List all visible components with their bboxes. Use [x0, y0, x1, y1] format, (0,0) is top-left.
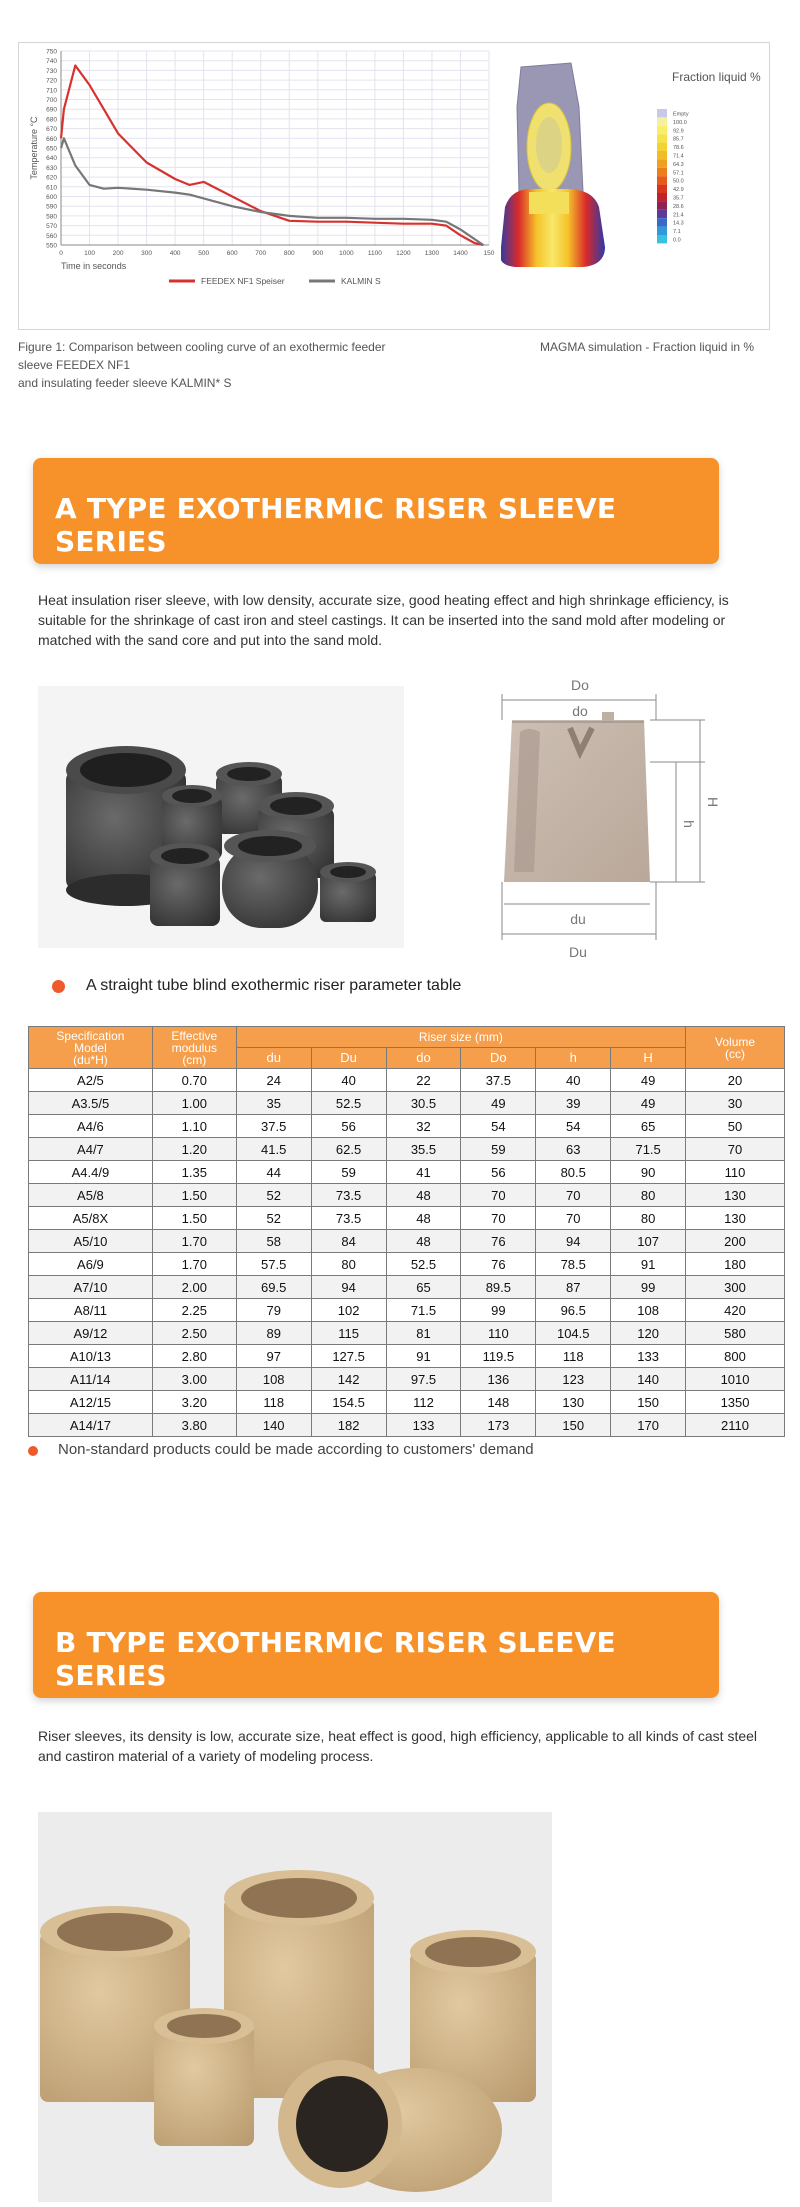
table-cell: 110	[461, 1322, 536, 1345]
table-cell: 97	[236, 1345, 311, 1368]
table-row	[29, 1414, 785, 1437]
table-row	[29, 1368, 785, 1391]
x-axis-label: Time in seconds	[61, 261, 127, 271]
table-cell: 133	[386, 1414, 461, 1437]
scale-label: 92.9	[673, 128, 684, 135]
table-cell: 71.5	[386, 1299, 461, 1322]
subheader-Du: Du	[311, 1048, 386, 1069]
table-cell: 150	[536, 1414, 611, 1437]
table-cell: 70	[461, 1184, 536, 1207]
subheader-Do: Do	[461, 1048, 536, 1069]
scale-label: 85.7	[673, 136, 684, 143]
table-cell: 420	[686, 1299, 785, 1322]
table-cell: 48	[386, 1184, 461, 1207]
table-cell: 120	[611, 1322, 686, 1345]
table-cell: 37.5	[461, 1069, 536, 1092]
table-cell: 1350	[686, 1391, 785, 1414]
b-type-sleeves-photo	[38, 1812, 552, 2202]
table-cell: 73.5	[311, 1207, 386, 1230]
table-cell: A5/10	[29, 1230, 153, 1253]
table-cell: 1.35	[152, 1161, 236, 1184]
figure-1	[18, 42, 770, 330]
x-tick-label: 1100	[367, 250, 382, 257]
table-cell: 133	[611, 1345, 686, 1368]
scale-swatch	[657, 235, 667, 243]
scale-swatch	[657, 143, 667, 151]
table-cell: 40	[311, 1069, 386, 1092]
legend-label-1: KALMIN S	[341, 276, 381, 286]
table-cell: 24	[236, 1069, 311, 1092]
table-cell: 99	[461, 1299, 536, 1322]
table-cell: 80	[611, 1184, 686, 1207]
table-cell: 22	[386, 1069, 461, 1092]
table-cell: 2.25	[152, 1299, 236, 1322]
table-cell: 65	[611, 1115, 686, 1138]
table-cell: 91	[386, 1345, 461, 1368]
table-cell: 173	[461, 1414, 536, 1437]
header-modulus: Effective modulus (cm)	[152, 1027, 236, 1069]
table-cell: 99	[611, 1276, 686, 1299]
scale-swatch	[657, 168, 667, 176]
table-row	[29, 1322, 785, 1345]
table-cell: 89	[236, 1322, 311, 1345]
table-cell: 170	[611, 1414, 686, 1437]
label-do: do	[572, 703, 588, 719]
label-H: H	[705, 796, 720, 808]
table-cell: 65	[386, 1276, 461, 1299]
table-cell: 1.10	[152, 1115, 236, 1138]
scale-label: 42.9	[673, 187, 684, 194]
cooling-curve-chart	[19, 43, 499, 293]
table-cell: 200	[686, 1230, 785, 1253]
x-tick-label: 1200	[396, 250, 411, 257]
section-b-banner	[33, 1592, 719, 1698]
scale-label: 100.0	[673, 119, 687, 126]
scale-label: 0.0	[673, 237, 681, 244]
table-cell: 118	[236, 1391, 311, 1414]
table-cell: 30.5	[386, 1092, 461, 1115]
scale-label: 14.3	[673, 220, 684, 227]
table-cell: 1.50	[152, 1184, 236, 1207]
series-line-0	[61, 66, 483, 246]
table-cell: 39	[536, 1092, 611, 1115]
table-cell: 49	[611, 1092, 686, 1115]
table-cell: 118	[536, 1345, 611, 1368]
y-tick-label: 560	[46, 232, 57, 240]
table-cell: 3.20	[152, 1391, 236, 1414]
scale-swatch	[657, 151, 667, 159]
table-cell: 76	[461, 1230, 536, 1253]
table-cell: 56	[461, 1161, 536, 1184]
table-cell: 94	[311, 1276, 386, 1299]
table-cell: 58	[236, 1230, 311, 1253]
table-title: A straight tube blind exothermic riser parameter table	[86, 977, 462, 994]
y-tick-label: 620	[46, 174, 57, 182]
y-tick-label: 710	[46, 87, 57, 95]
x-tick-label: 700	[255, 250, 267, 257]
table-cell: A6/9	[29, 1253, 153, 1276]
table-row	[29, 1115, 785, 1138]
table-cell: 70	[461, 1207, 536, 1230]
y-tick-label: 690	[46, 106, 57, 114]
table-cell: A5/8	[29, 1184, 153, 1207]
x-tick-label: 100	[84, 250, 95, 257]
table-cell: A11/14	[29, 1368, 153, 1391]
scale-label: 35.7	[673, 195, 684, 202]
table-row	[29, 1230, 785, 1253]
table-cell: 119.5	[461, 1345, 536, 1368]
riser-parameter-table	[28, 1026, 785, 1437]
table-cell: 40	[536, 1069, 611, 1092]
table-cell: 76	[461, 1253, 536, 1276]
x-tick-label: 200	[112, 250, 124, 257]
table-cell: A9/12	[29, 1322, 153, 1345]
table-cell: 48	[386, 1230, 461, 1253]
table-cell: 108	[611, 1299, 686, 1322]
y-tick-label: 750	[46, 48, 57, 56]
table-cell: 1.20	[152, 1138, 236, 1161]
table-cell: 87	[536, 1276, 611, 1299]
table-cell: 154.5	[311, 1391, 386, 1414]
label-Du: Du	[569, 944, 587, 960]
table-cell: 52	[236, 1184, 311, 1207]
x-tick-label: 900	[312, 250, 324, 257]
table-cell: 110	[686, 1161, 785, 1184]
scale-swatch	[657, 193, 667, 201]
table-cell: A3.5/5	[29, 1092, 153, 1115]
y-tick-label: 650	[46, 145, 57, 153]
y-tick-label: 730	[46, 67, 57, 75]
figure-caption-right: MAGMA simulation - Fraction liquid in %	[540, 340, 755, 354]
x-tick-label: 1400	[453, 250, 468, 257]
table-cell: 56	[311, 1115, 386, 1138]
scale-swatch	[657, 109, 667, 117]
table-cell: 180	[686, 1253, 785, 1276]
table-cell: A7/10	[29, 1276, 153, 1299]
scale-label: 64.3	[673, 161, 684, 168]
table-cell: A4.4/9	[29, 1161, 153, 1184]
table-cell: 104.5	[536, 1322, 611, 1345]
table-cell: 20	[686, 1069, 785, 1092]
table-cell: 35	[236, 1092, 311, 1115]
section-a-title: A TYPE EXOTHERMIC RISER SLEEVE SERIES	[55, 492, 617, 558]
riser-dimension-diagram	[500, 672, 720, 968]
table-cell: 3.80	[152, 1414, 236, 1437]
label-Do: Do	[571, 677, 589, 693]
section-a-description: Heat insulation riser sleeve, with low density, accurate size, good heating effect and high shrinkage efficiency, is suitable for the shrinkage of cast iron and steel castings. It can be inserted into the sand mold after modeling or matched with the sand core and put into the sand mold.	[38, 592, 729, 648]
x-tick-label: 150	[483, 250, 495, 257]
y-tick-label: 740	[46, 58, 57, 66]
custom-note: Non-standard products could be made according to customers' demand	[58, 1441, 534, 1458]
table-cell: 70	[536, 1207, 611, 1230]
header-spec: Specification Model (du*H)	[29, 1027, 153, 1069]
y-tick-label: 700	[46, 97, 57, 104]
table-row	[29, 1184, 785, 1207]
table-row	[29, 1138, 785, 1161]
table-cell: 142	[311, 1368, 386, 1391]
table-cell: 62.5	[311, 1138, 386, 1161]
fraction-liquid-scale	[657, 109, 689, 244]
table-cell: 115	[311, 1322, 386, 1345]
table-cell: 54	[536, 1115, 611, 1138]
y-tick-label: 660	[46, 135, 57, 143]
table-cell: 1010	[686, 1368, 785, 1391]
table-cell: 54	[461, 1115, 536, 1138]
scale-label: 50.0	[673, 178, 684, 185]
y-tick-label: 570	[46, 223, 57, 231]
scale-label: 71.4	[673, 153, 684, 160]
table-cell: 140	[236, 1414, 311, 1437]
subheader-do: do	[386, 1048, 461, 1069]
section-a-banner	[33, 458, 719, 564]
table-row	[29, 1299, 785, 1322]
label-du: du	[570, 911, 586, 927]
y-tick-label: 600	[46, 194, 57, 201]
subheader-du: du	[236, 1048, 311, 1069]
scale-swatch	[657, 210, 667, 218]
y-tick-label: 670	[46, 126, 57, 134]
table-cell: 94	[536, 1230, 611, 1253]
table-cell: 52.5	[386, 1253, 461, 1276]
header-riser-size: Riser size (mm)	[236, 1027, 685, 1048]
section-b-description: Riser sleeves, its density is low, accurate size, heat effect is good, high efficiency, applicable to all kinds of cast steel and castiron material of a variety of modeling process.	[38, 1728, 758, 1764]
scale-swatch	[657, 159, 667, 167]
table-cell: 1.00	[152, 1092, 236, 1115]
x-tick-label: 800	[283, 250, 295, 257]
header-volume: Volume (cc)	[686, 1027, 785, 1069]
x-tick-label: 0	[59, 250, 63, 257]
table-cell: 182	[311, 1414, 386, 1437]
table-cell: A2/5	[29, 1069, 153, 1092]
scale-swatch	[657, 201, 667, 209]
table-row	[29, 1253, 785, 1276]
table-cell: 37.5	[236, 1115, 311, 1138]
table-cell: 78.5	[536, 1253, 611, 1276]
table-cell: A14/17	[29, 1414, 153, 1437]
table-cell: 800	[686, 1345, 785, 1368]
subheader-H: H	[611, 1048, 686, 1069]
table-cell: 70	[536, 1184, 611, 1207]
table-cell: 2.50	[152, 1322, 236, 1345]
table-cell: 79	[236, 1299, 311, 1322]
table-cell: 73.5	[311, 1184, 386, 1207]
table-row	[29, 1276, 785, 1299]
table-cell: 2110	[686, 1414, 785, 1437]
y-tick-label: 590	[46, 203, 57, 211]
table-cell: 49	[611, 1069, 686, 1092]
table-cell: 80.5	[536, 1161, 611, 1184]
table-row	[29, 1207, 785, 1230]
table-cell: 50	[686, 1115, 785, 1138]
scale-label: 57.1	[673, 170, 684, 177]
label-h: h	[681, 820, 697, 828]
table-row	[29, 1069, 785, 1092]
table-cell: 59	[311, 1161, 386, 1184]
scale-swatch	[657, 218, 667, 226]
scale-label: 7.1	[673, 229, 681, 236]
table-cell: 41.5	[236, 1138, 311, 1161]
table-cell: 108	[236, 1368, 311, 1391]
scale-label: Empty	[673, 111, 689, 118]
table-cell: 2.00	[152, 1276, 236, 1299]
x-tick-label: 600	[226, 250, 238, 257]
table-cell: 300	[686, 1276, 785, 1299]
table-cell: 63	[536, 1138, 611, 1161]
scale-label: 28.6	[673, 203, 684, 210]
table-row	[29, 1391, 785, 1414]
table-cell: 48	[386, 1207, 461, 1230]
section-b-title: B TYPE EXOTHERMIC RISER SLEEVE SERIES	[55, 1626, 616, 1692]
simulation-title: Fraction liquid %	[672, 70, 761, 84]
table-cell: 107	[611, 1230, 686, 1253]
table-cell: 90	[611, 1161, 686, 1184]
table-cell: 69.5	[236, 1276, 311, 1299]
table-cell: 70	[686, 1138, 785, 1161]
scale-label: 78.6	[673, 145, 684, 152]
table-cell: 123	[536, 1368, 611, 1391]
y-tick-label: 610	[46, 184, 57, 192]
x-tick-label: 300	[141, 250, 153, 257]
table-cell: 96.5	[536, 1299, 611, 1322]
bullet-icon	[28, 1446, 38, 1456]
x-tick-label: 1300	[424, 250, 440, 257]
x-tick-label: 1000	[339, 250, 354, 257]
scale-swatch	[657, 126, 667, 134]
table-cell: 580	[686, 1322, 785, 1345]
table-cell: 2.80	[152, 1345, 236, 1368]
scale-swatch	[657, 185, 667, 193]
y-tick-label: 550	[46, 242, 57, 250]
table-cell: 112	[386, 1391, 461, 1414]
scale-label: 21.4	[673, 212, 684, 219]
table-cell: 30	[686, 1092, 785, 1115]
table-cell: 81	[386, 1322, 461, 1345]
table-cell: A4/6	[29, 1115, 153, 1138]
table-cell: 44	[236, 1161, 311, 1184]
table-cell: 32	[386, 1115, 461, 1138]
table-cell: 130	[686, 1207, 785, 1230]
table-cell: 127.5	[311, 1345, 386, 1368]
table-cell: 1.70	[152, 1253, 236, 1276]
scale-swatch	[657, 227, 667, 235]
y-tick-label: 640	[46, 155, 57, 163]
table-cell: 41	[386, 1161, 461, 1184]
y-tick-label: 630	[46, 164, 57, 172]
scale-swatch	[657, 176, 667, 184]
magma-simulation	[501, 47, 763, 325]
table-cell: 1.70	[152, 1230, 236, 1253]
legend-label-0: FEEDEX NF1 Speiser	[201, 276, 285, 286]
table-cell: 150	[611, 1391, 686, 1414]
table-row	[29, 1161, 785, 1184]
table-cell: 0.70	[152, 1069, 236, 1092]
table-cell: 130	[536, 1391, 611, 1414]
table-row	[29, 1092, 785, 1115]
scale-swatch	[657, 134, 667, 142]
table-cell: A4/7	[29, 1138, 153, 1161]
y-axis-label: Temperature °C	[29, 116, 39, 180]
subheader-h: h	[536, 1048, 611, 1069]
table-cell: 3.00	[152, 1368, 236, 1391]
table-cell: 130	[686, 1184, 785, 1207]
table-cell: A12/15	[29, 1391, 153, 1414]
table-cell: 1.50	[152, 1207, 236, 1230]
table-row	[29, 1345, 785, 1368]
table-cell: 148	[461, 1391, 536, 1414]
table-cell: A5/8X	[29, 1207, 153, 1230]
table-cell: 102	[311, 1299, 386, 1322]
figure-caption-left: Figure 1: Comparison between cooling curve of an exothermic feeder sleeve FEEDEX NF1 and insulating feeder sleeve KALMIN* S	[18, 340, 386, 390]
x-tick-label: 400	[169, 250, 181, 257]
table-cell: 35.5	[386, 1138, 461, 1161]
table-cell: 52.5	[311, 1092, 386, 1115]
table-cell: 80	[611, 1207, 686, 1230]
bullet-icon	[52, 980, 65, 993]
table-cell: 136	[461, 1368, 536, 1391]
x-tick-label: 500	[198, 250, 210, 257]
table-cell: A8/11	[29, 1299, 153, 1322]
table-cell: 71.5	[611, 1138, 686, 1161]
table-cell: 140	[611, 1368, 686, 1391]
a-type-sleeves-photo	[38, 686, 404, 948]
table-cell: 59	[461, 1138, 536, 1161]
y-tick-label: 680	[46, 116, 57, 124]
table-cell: 52	[236, 1207, 311, 1230]
table-cell: 89.5	[461, 1276, 536, 1299]
scale-swatch	[657, 117, 667, 125]
table-cell: 97.5	[386, 1368, 461, 1391]
table-cell: 84	[311, 1230, 386, 1253]
table-cell: 91	[611, 1253, 686, 1276]
table-cell: 80	[311, 1253, 386, 1276]
table-cell: 49	[461, 1092, 536, 1115]
table-cell: A10/13	[29, 1345, 153, 1368]
y-tick-label: 720	[46, 77, 57, 85]
table-cell: 57.5	[236, 1253, 311, 1276]
series-line-1	[61, 138, 483, 245]
y-tick-label: 580	[46, 213, 57, 221]
